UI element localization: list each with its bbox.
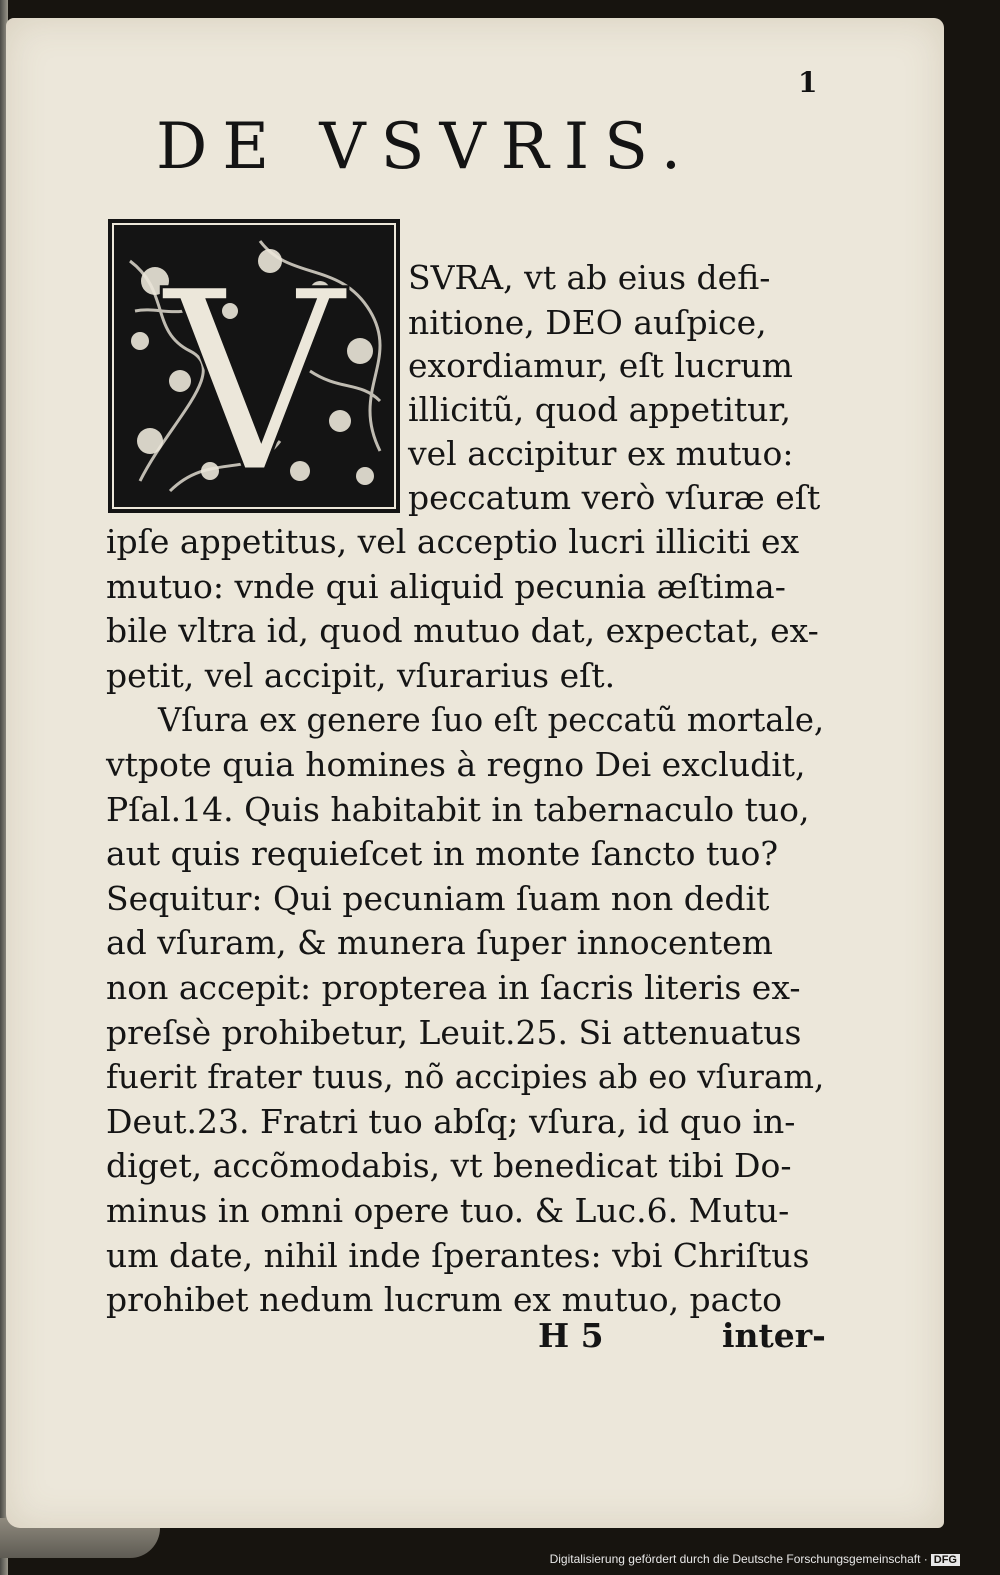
text-line: petit, vel accipit, vſurarius eſt. [106, 655, 616, 695]
text-line: bile vltra id, quod mutuo dat, expectat, ex- [106, 611, 819, 651]
text-line: mutuo: vnde qui aliquid pecunia æſtima- [106, 566, 786, 606]
initial-letter: V [163, 237, 345, 511]
decorated-initial-v [110, 221, 398, 511]
text-line: Vſura ex genere ſuo eſt peccatũ mortale, [158, 700, 825, 740]
text-line: aut quis requieſcet in monte ſancto tuo? [106, 834, 779, 874]
book-page [6, 18, 944, 1528]
text-line: SVRA, vt ab eius defi- [408, 258, 771, 297]
text-line: Sequitur: Qui pecuniam ſuam non dedit [106, 878, 770, 918]
catchword: inter- [722, 1316, 826, 1355]
text-line: preſsè prohibetur, Leuit.25. Si attenuatus [106, 1012, 802, 1052]
digitization-credit [550, 1552, 960, 1566]
text-line: um date, nihil inde ſperantes: vbi Chriſtus [106, 1235, 810, 1275]
text-line: nitione, DEO auſpice, [408, 303, 767, 342]
text-line: illicitũ, quod appetitur, [408, 390, 792, 429]
text-line: Pſal.14. Quis habitabit in tabernaculo tuo, [106, 789, 810, 829]
text-line: Deut.23. Fratri tuo abſq; vſura, id quo in- [106, 1101, 796, 1141]
credit-text: Digitalisierung gefördert durch die Deutsche Forschungsgemeinschaft · [549, 1552, 928, 1566]
floral-ornament-icon [110, 221, 398, 511]
dfg-logo: DFG [931, 1554, 960, 1566]
page-title: DE VSVRIS. [156, 110, 697, 184]
text-line: non accepit: propterea in ſacris literis ex- [106, 968, 801, 1007]
text-line: fuerit frater tuus, nõ accipies ab eo vſuram, [106, 1057, 825, 1097]
text-line: prohibet nedum lucrum ex mutuo, pacto [106, 1280, 782, 1320]
text-line: vtpote quia homines à regno Dei excludit, [106, 745, 806, 784]
folio-number: 1 [798, 66, 818, 99]
text-line: vel accipitur ex mutuo: [408, 434, 794, 473]
text-line: ipſe appetitus, vel acceptio lucri illiciti ex [106, 522, 800, 561]
text-line: peccatum verò vſuræ eſt [408, 478, 821, 517]
text-line: exordiamur, eſt lucrum [408, 346, 793, 385]
text-line: ad vſuram, & munera ſuper innocentem [106, 923, 773, 963]
text-line: minus in omni opere tuo. & Luc.6. Mutu- [106, 1191, 790, 1230]
signature-mark: H 5 [538, 1316, 604, 1355]
text-line: diget, accõmodabis, vt benedicat tibi Do- [106, 1146, 792, 1186]
